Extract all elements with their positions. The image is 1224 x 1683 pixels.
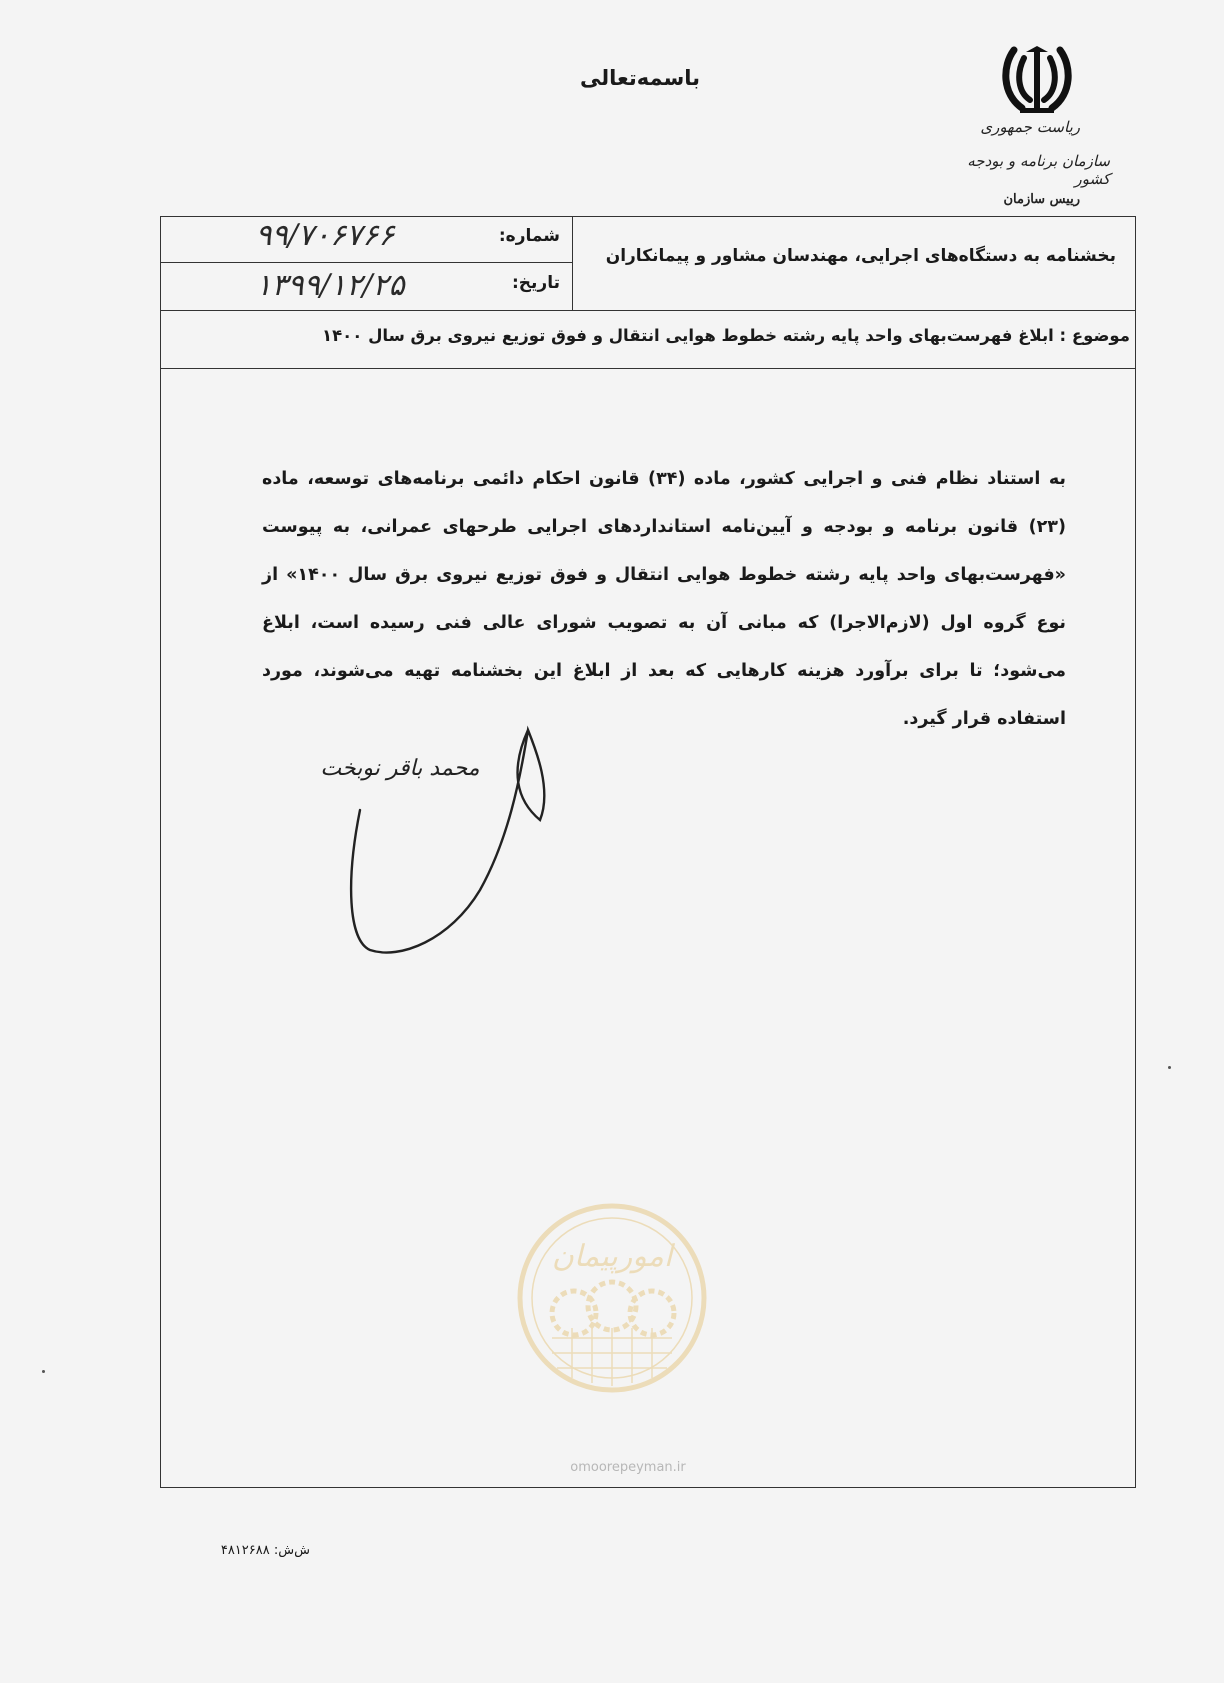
subject-line: موضوع : ابلاغ فهرست‌بهای واحد پایه رشته خطوط هوایی انتقال و فوق توزیع نیروی برق سال ۱۴۰۰ <box>322 326 1130 345</box>
body-paragraph: به استناد نظام فنی و اجرایی کشور، ماده (۳۴) قانون احکام دائمی برنامه‌های توسعه، ماده (۲۳) قانون برنامه و بودجه و آیین‌نامه استانداردهای اجرایی طرحهای عمرانی، به پیوست «فهرست‌بهای واحد پایه رشته خطوط هوایی انتقال و فوق توزیع نیروی برق سال ۱۴۰۰» از نوع گروه اول (لازم‌الاجرا) که مبانی آن به تصویب شورای عالی فنی رسیده است، ابلاغ می‌شود؛ تا برای برآورد هزینه کارهایی که بعد از ابلاغ این بخشنامه تهیه می‌شوند، مورد استفاده قرار گیرد. <box>262 469 1066 729</box>
org-line-presidency: ریاست جمهوری <box>980 118 1080 136</box>
org-line-organization: سازمان برنامه و بودجه کشور <box>967 152 1110 188</box>
basmala-heading: باسمه‌تعالی <box>580 66 700 90</box>
number-date-divider <box>160 262 572 263</box>
letter-date: ۱۳۹۹/۱۲/۲۵ <box>255 268 405 303</box>
signer-name: محمد باقر نوبخت <box>320 756 480 781</box>
stamp-text: امورپیمان <box>551 1239 673 1274</box>
number-label: شماره: <box>498 226 560 246</box>
paper-speck <box>42 1370 45 1373</box>
watermark-url: omoorepeyman.ir <box>570 1460 686 1475</box>
date-label: تاریخ: <box>512 273 560 293</box>
subject-divider <box>160 368 1136 369</box>
handwritten-signature <box>340 720 550 970</box>
serial-number: ش‌ش: ۴۸۱۲۶۸۸ <box>220 1543 310 1558</box>
iran-emblem-icon <box>1000 44 1074 116</box>
letter-number: ۹۹/۷۰۶۷۶۶ <box>255 218 395 253</box>
header-divider <box>160 310 1136 311</box>
number-box-divider <box>572 216 573 310</box>
org-line-head: رییس سازمان <box>1003 192 1080 207</box>
omoorepeyman-stamp <box>512 1198 712 1398</box>
paper-speck <box>1168 1066 1171 1069</box>
addressee-line: بخشنامه به دستگاه‌های اجرایی، مهندسان مشاور و پیمانکاران <box>605 246 1116 266</box>
